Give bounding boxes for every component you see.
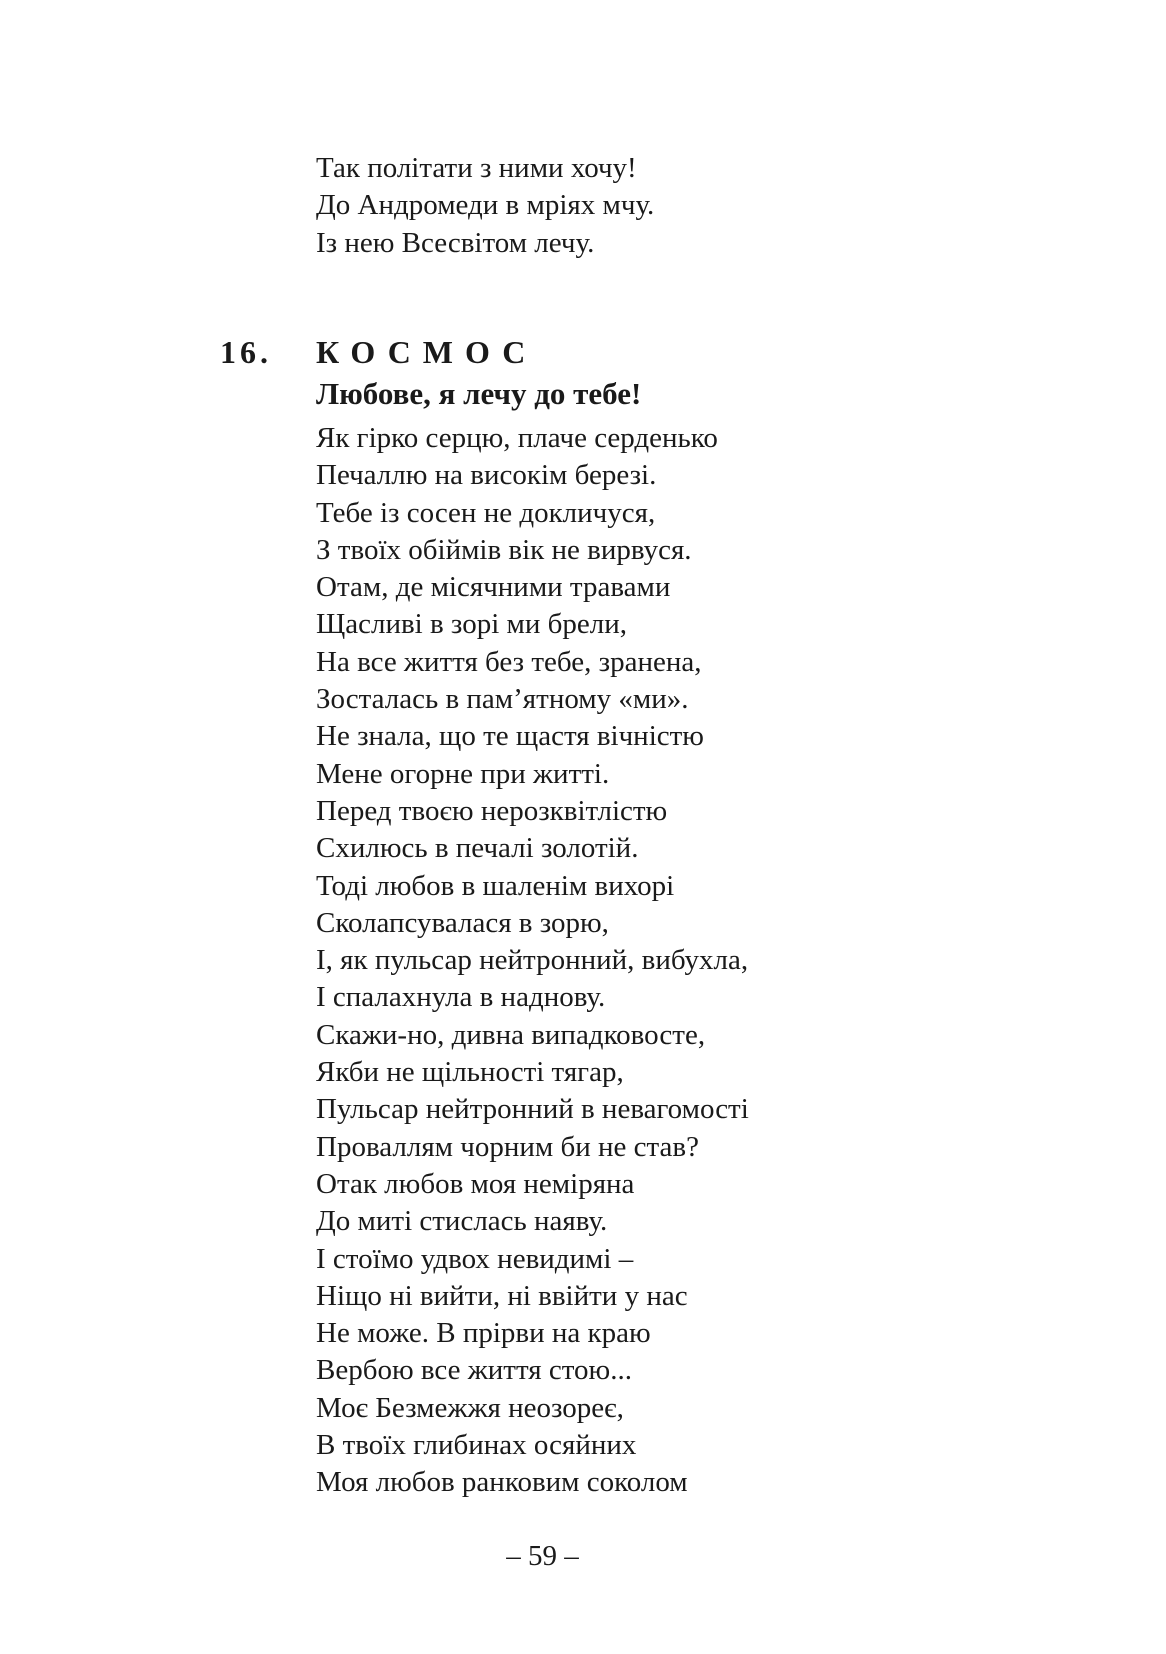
poem-line: І спалахнула в наднову. (316, 981, 606, 1014)
poem-line: Отак любов моя неміряна (316, 1167, 635, 1200)
poem-line: Зосталась в пам’ятному «ми». (316, 683, 689, 716)
poem-line: Тебе із сосен не докличуся, (316, 496, 656, 529)
poem-line: В твоїх глибинах осяйних (316, 1429, 637, 1462)
poem-title: КОСМОС (316, 334, 538, 370)
poem-line: Скажи-но, дивна випадковосте, (316, 1018, 706, 1051)
poem-line: Вербою все життя стою... (316, 1354, 632, 1387)
poem-line: Моє Безмежжя неозореє, (316, 1391, 624, 1424)
stanza-line: Із нею Всесвітом лечу. (316, 226, 595, 259)
previous-stanza (316, 150, 654, 262)
poem-line: Не знала, що те щастя вічністю (316, 720, 704, 753)
poem-line: Перед твоєю нерозквітлістю (316, 794, 668, 827)
poem-line: Якби не щільності тягар, (316, 1056, 624, 1089)
poem-line: Проваллям чорним би не став? (316, 1130, 699, 1163)
poem-line: До миті стислась наяву. (316, 1205, 608, 1238)
poem-line: З твоїх обіймів вік не вирвуся. (316, 533, 692, 566)
stanza-line: Так політати з ними хочу! (316, 152, 637, 184)
poem-line: Сколапсувалася в зорю, (316, 906, 609, 939)
poem-body (316, 420, 749, 1502)
page-number: – 59 – (506, 1540, 579, 1572)
poem-line: Як гірко серцю, плаче серденько (316, 422, 718, 454)
poem-line: Щасливі в зорі ми брели, (316, 608, 628, 641)
stanza-line: До Андромеди в мріях мчу. (316, 189, 655, 222)
poem-number: 16. (220, 334, 272, 370)
poem-line: Печаллю на високім березі. (316, 459, 657, 492)
poem-line: Схилюсь в печалі золотій. (316, 832, 639, 865)
poem-line: Моя любов ранковим соколом (316, 1466, 688, 1499)
poem-line: Ніщо ні вийти, ні ввійти у нас (316, 1279, 688, 1312)
poem-line: Отам, де місячними травами (316, 571, 671, 604)
poem-line: На все життя без тебе, зранена, (316, 645, 702, 678)
poem-line: І стоїмо удвох невидимі – (316, 1242, 634, 1275)
poem-line: Тоді любов в шаленім вихорі (316, 869, 675, 902)
poem-line: Мене огорне при житті. (316, 757, 610, 790)
poem-subtitle: Любове, я лечу до тебе! (316, 376, 642, 411)
poem-line: І, як пульсар нейтронний, вибухла, (316, 944, 749, 977)
poem-line: Пульсар нейтронний в невагомості (316, 1093, 749, 1126)
poem-line: Не може. В прірви на краю (316, 1317, 651, 1350)
